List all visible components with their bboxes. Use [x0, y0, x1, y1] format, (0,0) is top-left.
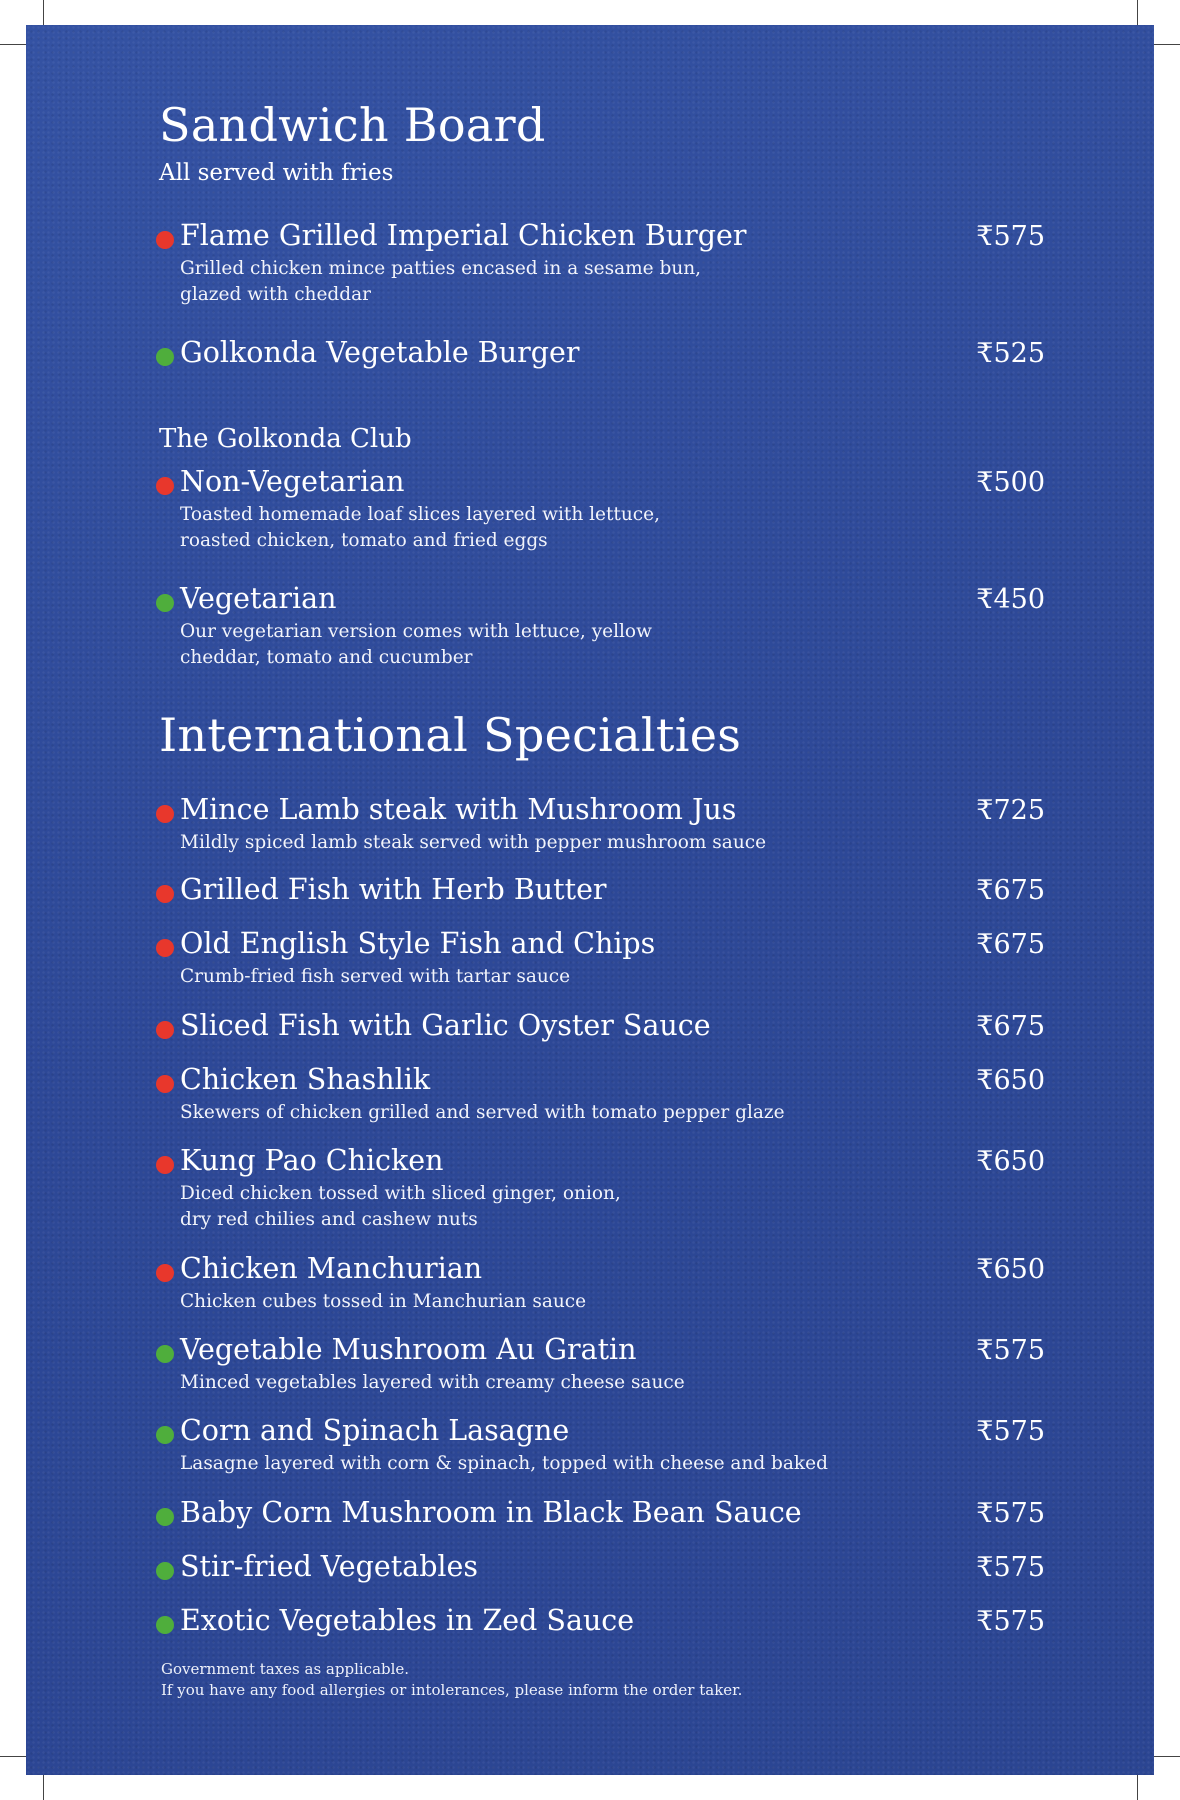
- item-name: Chicken Shashlik: [180, 1063, 431, 1096]
- item-price: ₹675: [976, 1011, 1045, 1042]
- item-price: ₹725: [976, 795, 1045, 826]
- item-description: Our vegetarian version comes with lettuce, yellow cheddar, tomato and cucumber: [180, 621, 652, 668]
- item-name: Vegetarian: [180, 582, 337, 615]
- non-vegetarian-dot-icon: [156, 477, 174, 495]
- vegetarian-dot-icon: [156, 1345, 174, 1363]
- vegetarian-dot-icon: [156, 1508, 174, 1526]
- item-price: ₹575: [976, 1552, 1045, 1583]
- item-name: Exotic Vegetables in Zed Sauce: [180, 1604, 635, 1637]
- vegetarian-dot-icon: [156, 348, 174, 366]
- item-price: ₹450: [976, 584, 1045, 615]
- item-price: ₹575: [976, 1606, 1045, 1637]
- item-name: Golkonda Vegetable Burger: [180, 336, 580, 369]
- section-subtitle: All served with fries: [159, 160, 394, 186]
- sub-heading-club: The Golkonda Club: [159, 424, 412, 454]
- non-vegetarian-dot-icon: [156, 885, 174, 903]
- non-vegetarian-dot-icon: [156, 1156, 174, 1174]
- item-description: Toasted homemade loaf slices layered with lettuce, roasted chicken, tomato and fried eggs: [180, 504, 660, 551]
- non-vegetarian-dot-icon: [156, 1075, 174, 1093]
- item-description: Lasagne layered with corn & spinach, topped with cheese and baked: [180, 1453, 828, 1474]
- item-name: Mince Lamb steak with Mushroom Jus: [180, 793, 737, 826]
- item-price: ₹575: [976, 1416, 1045, 1447]
- item-description: Grilled chicken mince patties encased in a sesame bun, glazed with cheddar: [180, 258, 702, 305]
- item-price: ₹525: [976, 338, 1045, 369]
- vegetarian-dot-icon: [156, 1562, 174, 1580]
- item-name: Sliced Fish with Garlic Oyster Sauce: [180, 1009, 711, 1042]
- menu-page: [26, 25, 1154, 1775]
- non-vegetarian-dot-icon: [156, 1021, 174, 1039]
- vegetarian-dot-icon: [156, 1426, 174, 1444]
- item-description: Minced vegetables layered with creamy cheese sauce: [180, 1372, 685, 1393]
- item-name: Kung Pao Chicken: [180, 1144, 444, 1177]
- vegetarian-dot-icon: [156, 594, 174, 612]
- item-description: Chicken cubes tossed in Manchurian sauce: [180, 1291, 587, 1312]
- item-price: ₹650: [976, 1065, 1045, 1096]
- item-name: Flame Grilled Imperial Chicken Burger: [180, 219, 747, 252]
- item-name: Grilled Fish with Herb Butter: [180, 873, 607, 906]
- item-price: ₹675: [976, 875, 1045, 906]
- non-vegetarian-dot-icon: [156, 1264, 174, 1282]
- item-name: Non-Vegetarian: [180, 465, 405, 498]
- item-name: Chicken Manchurian: [180, 1252, 483, 1285]
- item-price: ₹500: [976, 467, 1045, 498]
- section-title-international: International Specialties: [159, 708, 742, 762]
- item-price: ₹675: [976, 929, 1045, 960]
- item-price: ₹575: [976, 221, 1045, 252]
- item-name: Stir-fried Vegetables: [180, 1550, 479, 1583]
- item-price: ₹575: [976, 1498, 1045, 1529]
- item-price: ₹650: [976, 1146, 1045, 1177]
- non-vegetarian-dot-icon: [156, 939, 174, 957]
- item-description: Crumb-fried fish served with tartar sauce: [180, 966, 571, 987]
- item-name: Baby Corn Mushroom in Black Bean Sauce: [180, 1496, 802, 1529]
- item-price: ₹650: [976, 1254, 1045, 1285]
- vegetarian-dot-icon: [156, 1616, 174, 1634]
- item-description: Mildly spiced lamb steak served with pepper mushroom sauce: [180, 832, 767, 853]
- item-description: Diced chicken tossed with sliced ginger, onion, dry red chilies and cashew nuts: [180, 1183, 621, 1230]
- non-vegetarian-dot-icon: [156, 805, 174, 823]
- item-name: Old English Style Fish and Chips: [180, 927, 656, 960]
- footer-note: Government taxes as applicable. If you have any food allergies or intolerances, please inform the order taker.: [161, 1660, 743, 1699]
- item-description: Skewers of chicken grilled and served with tomato pepper glaze: [180, 1102, 785, 1123]
- item-name: Vegetable Mushroom Au Gratin: [180, 1333, 637, 1366]
- item-name: Corn and Spinach Lasagne: [180, 1414, 570, 1447]
- section-title-sandwich: Sandwich Board: [159, 98, 546, 152]
- non-vegetarian-dot-icon: [156, 231, 174, 249]
- item-price: ₹575: [976, 1335, 1045, 1366]
